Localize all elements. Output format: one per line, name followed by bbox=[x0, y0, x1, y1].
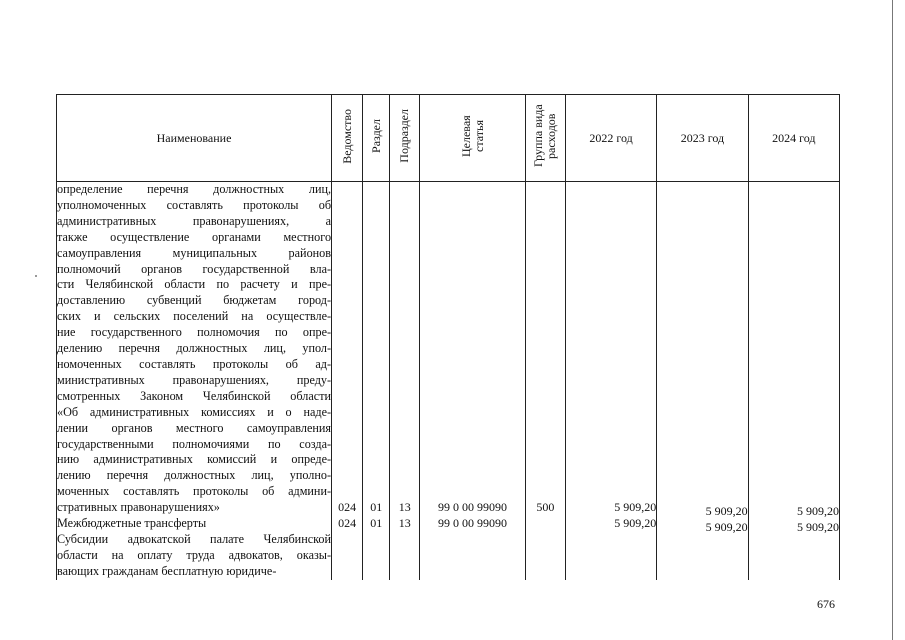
podrazdel-cell: 13 13 bbox=[390, 182, 420, 580]
name-line: вающих гражданам бесплатную юридиче- bbox=[57, 563, 277, 578]
row-name-text bbox=[57, 182, 331, 516]
name-line: номоченных составлять протоколы об ад- bbox=[57, 356, 332, 371]
header-celevaya-statya: Целевая статья bbox=[420, 95, 525, 182]
row-name-cell bbox=[57, 182, 332, 580]
amount-2023-cell: 5 909,20 5 909,20 bbox=[657, 182, 748, 580]
amount-2024-cell: 5 909,20 5 909,20 bbox=[748, 182, 839, 580]
razdel-cell: 01 01 bbox=[363, 182, 390, 580]
name-line: моченных составлять протоколы об админи- bbox=[57, 484, 332, 499]
name-line: Субсидии адвокатской палате Челябинской bbox=[57, 531, 332, 546]
row-name-text: Межбюджетные трансферты bbox=[57, 516, 207, 531]
name-line: административных правонарушениях, а bbox=[57, 213, 332, 228]
celevaya-statya-cell: 99 0 00 99090 99 0 00 99090 bbox=[420, 182, 525, 580]
name-line: сти Челябинской области по расчету и пре- bbox=[57, 277, 332, 292]
name-line: «Об административных комиссиях и о наде- bbox=[57, 404, 332, 419]
name-line: лению перечня должностных лиц, уполно- bbox=[57, 468, 332, 483]
name-line: доставлению субвенций бюджетам город- bbox=[57, 293, 332, 308]
name-line: нию административных комиссий и опреде- bbox=[57, 452, 332, 467]
table-header-row bbox=[57, 95, 840, 182]
name-line: министративных правонарушениях, преду- bbox=[57, 372, 332, 387]
header-podrazdel: Подраздел bbox=[390, 95, 420, 182]
header-vedomstvo: Ведомство bbox=[332, 95, 363, 182]
header-year-2022: 2022 год bbox=[565, 95, 656, 182]
header-gruppa-vida-rashodov: Группа вида расходов bbox=[525, 95, 565, 182]
page-edge-line bbox=[892, 0, 893, 640]
name-line: ских и сельских поселений на осуществле- bbox=[57, 309, 332, 324]
name-line: полномочий органов государственной вла- bbox=[57, 261, 332, 276]
budget-table bbox=[56, 94, 840, 580]
name-line: ние государственного полномочия по опре- bbox=[57, 325, 332, 340]
name-line: также осуществление органами местного bbox=[57, 229, 332, 244]
row-name-text bbox=[57, 532, 331, 580]
table-row bbox=[57, 182, 840, 580]
header-razdel: Раздел bbox=[363, 95, 390, 182]
name-line: определение перечня должностных лиц, bbox=[57, 182, 332, 196]
name-line: самоуправления муниципальных районов bbox=[57, 245, 332, 260]
name-line: области на оплату труда адвокатов, оказы- bbox=[57, 547, 332, 562]
gruppa-cell: 500 bbox=[525, 182, 565, 580]
name-line: смотренных Законом Челябинской области bbox=[57, 388, 332, 403]
header-year-2023: 2023 год bbox=[657, 95, 748, 182]
name-line: уполномоченных составлять протоколы об bbox=[57, 197, 332, 212]
amount-2022-cell: 5 909,20 5 909,20 bbox=[565, 182, 656, 580]
header-name: Наименование bbox=[57, 95, 332, 182]
header-year-2024: 2024 год bbox=[748, 95, 839, 182]
vedomstvo-cell: 024 024 bbox=[332, 182, 363, 580]
scan-speck bbox=[35, 275, 37, 277]
name-line: делению перечня должностных лиц, упол- bbox=[57, 341, 332, 356]
name-line: стративных правонарушениях» bbox=[57, 500, 220, 515]
name-line: лении органов местного самоуправления bbox=[57, 420, 332, 435]
page-number: 676 bbox=[817, 597, 835, 611]
name-line: государственными полномочиями по созда- bbox=[57, 436, 332, 451]
